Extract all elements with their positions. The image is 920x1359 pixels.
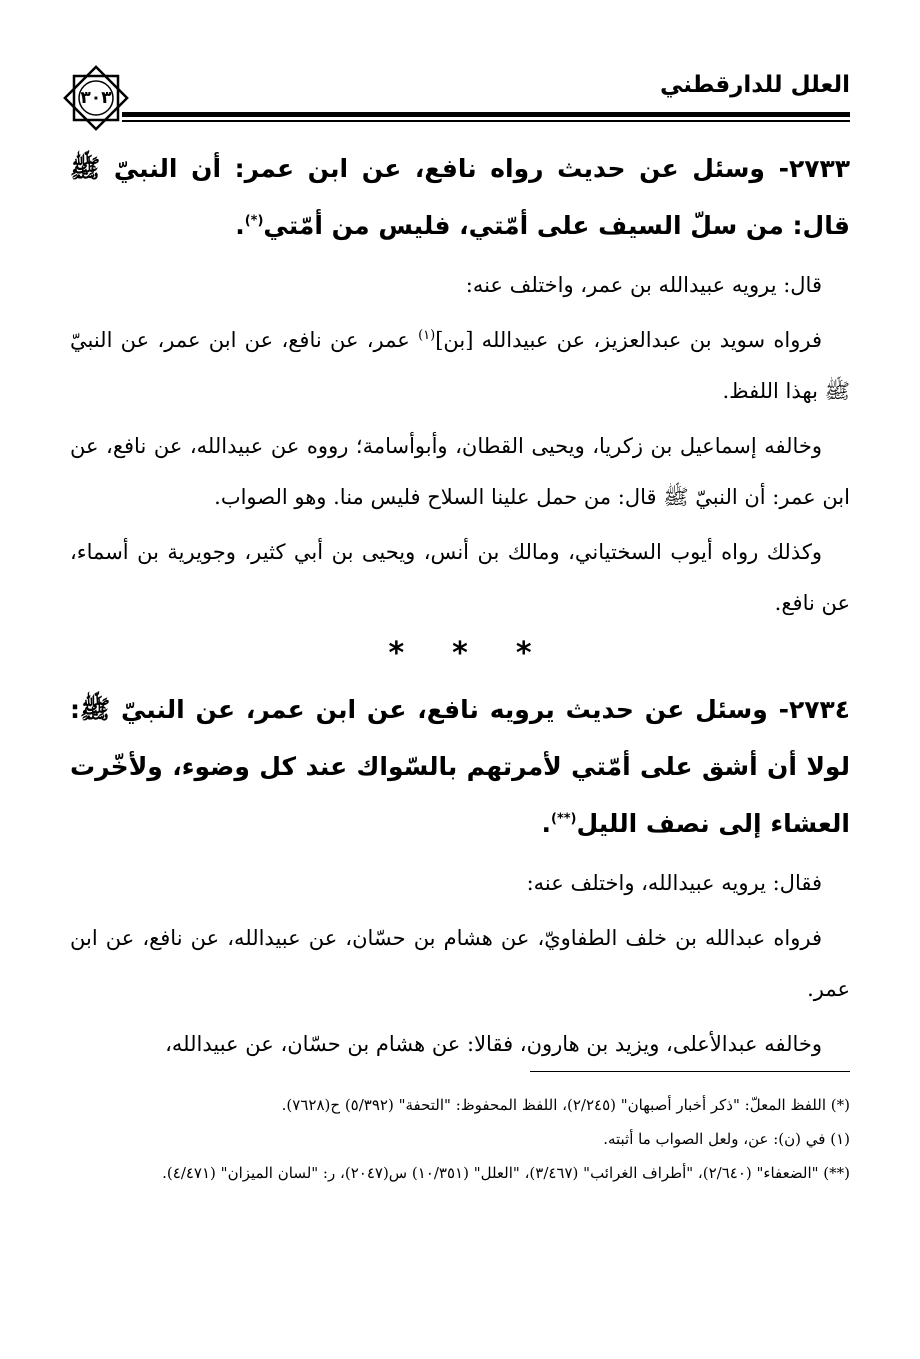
para-text: عمر، عن نافع، عن ابن عمر، عن النبيّ ﷺ بهذا اللفظ. (70, 328, 850, 403)
footnote: (١) في (ن): عن، ولعل الصواب ما أثبته. (603, 1130, 850, 1148)
footnotes (70, 1088, 850, 1190)
hadith-2733-para-2 (70, 315, 850, 417)
hadith-2734-para-2: فرواه عبدالله بن خلف الطفاويّ، عن هشام بن حسّان، عن عبيدالله، عن نافع، عن ابن عمر. (70, 926, 850, 1001)
footnote: (**) "الضعفاء" (٢/٦٤٠)، "أطراف الغرائب" (٣/٤٦٧)، "العلل" (١٠/٣٥١) س(٢٠٤٧)، ر: "لسان الميزان" (٤/٤٧١). (162, 1164, 850, 1182)
footnote-marker: (*) (244, 213, 264, 229)
hadith-2733-para-3: وخالفه إسماعيل بن زكريا، ويحيى القطان، وأبوأسامة؛ رووه عن عبيدالله، عن نافع، عن ابن عمر: أن النبيّ ﷺ قال: من حمل علينا السلاح فليس منا. وهو الصواب. (70, 434, 850, 509)
hadith-2734-heading (70, 681, 850, 852)
hadith-2734-para-3: وخالفه عبدالأعلى، ويزيد بن هارون، فقالا: عن هشام بن حسّان، عن عبيدالله، (165, 1032, 822, 1056)
page-header (60, 62, 850, 132)
separator-star: * (515, 636, 532, 671)
page-number: ٣٠٣ (80, 88, 112, 108)
header-rule-thick (122, 112, 850, 117)
hadith-2733-para-4: وكذلك رواه أيوب السختياني، ومالك بن أنس، ويحيى بن أبي كثير، وجويرية بن أسماء، عن نافع. (70, 540, 850, 615)
heading-period: . (235, 211, 245, 240)
footnote-marker: (**) (551, 811, 577, 827)
separator-star: * (452, 636, 468, 671)
hadith-2734-para-1: فقال: يرويه عبيدالله، واختلف عنه: (526, 871, 822, 895)
header-rule-thin (122, 120, 850, 122)
hadith-2733-para-1: قال: يرويه عبيدالله بن عمر، واختلف عنه: (465, 273, 822, 297)
heading-period: . (541, 809, 551, 838)
separator-star: * (388, 636, 405, 671)
footnote-divider (530, 1071, 850, 1072)
hadith-2734-heading-text: ٢٧٣٤- وسئل عن حديث يرويه نافع، عن ابن عمر، عن النبيّ ﷺ: لولا أن أشق على أمّتي لأمرتهم بالسّواك عند كل وضوء، ولأخّرت العشاء إلى نصف الليل (70, 695, 850, 838)
footnote: (*) اللفظ المعلّ: "ذكر أخبار أصبهان" (٢/٢٤٥)، اللفظ المحفوظ: "التحفة" (٥/٣٩٢) ح(٧٦٢٨). (281, 1096, 850, 1114)
page-content (70, 140, 850, 1074)
hadith-2733-heading-text: ٢٧٣٣- وسئل عن حديث رواه نافع، عن ابن عمر: أن النبيّ ﷺ قال: من سلّ السيف على أمّتي، فليس من أمّتي (70, 154, 850, 240)
footnote-marker: (١) (418, 328, 436, 343)
book-title: العلل للدارقطني (660, 72, 850, 98)
para-text: فرواه سويد بن عبدالعزيز، عن عبيدالله [بن] (435, 328, 822, 352)
section-separator (70, 633, 850, 675)
hadith-2733-heading (70, 140, 850, 254)
page-number-badge (60, 62, 132, 134)
